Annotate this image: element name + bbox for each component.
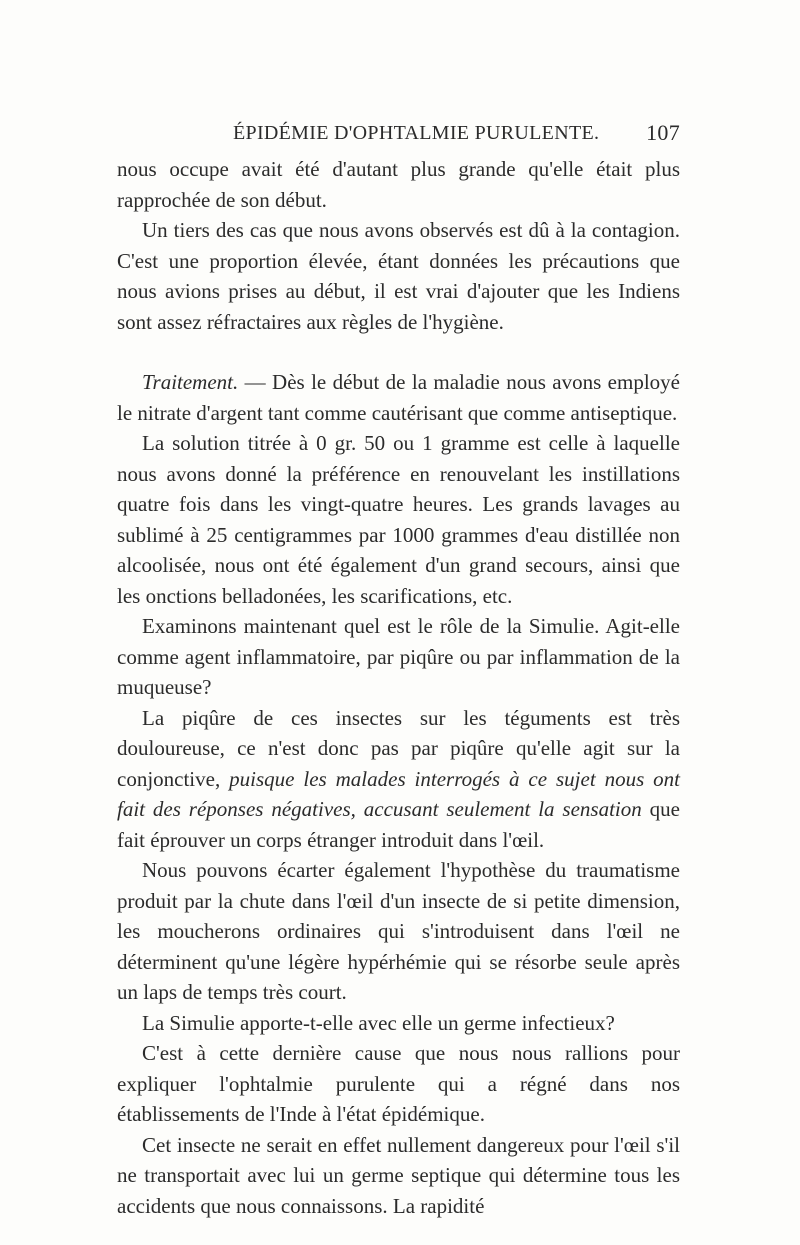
- paragraph-cause: C'est à cette dernière cause que nous nous rallions pour expliquer l'ophtalmie purulente qui a régné dans nos établissements de l'Inde à l'état épidémique.: [117, 1041, 680, 1126]
- running-title: ÉPIDÉMIE D'OPHTALMIE PURULENTE.: [233, 122, 600, 144]
- section-heading-traitement: Traitement.: [142, 370, 239, 394]
- paragraph-traumatisme: Nous pouvons écarter également l'hypothèse du traumatisme produit par la chute dans l'œil d'un insecte de si petite dimension, les moucherons ordinaires qui s'introduisent dans l'œil ne déterminent qu'une légère hypérhémie qui se résorbe seule après un laps de temps très court.: [117, 858, 680, 1004]
- page-header: [120, 118, 680, 146]
- paragraph-piqure-part1: La piqûre de ces insectes sur les téguments est très douloureuse, ce n'est donc pas par piqûre qu'elle agit sur la conjonctive,: [117, 705, 680, 791]
- paragraph-solution: La solution titrée à 0 gr. 50 ou 1 gramme est celle à laquelle nous avons donné la préférence en renouvelant les instillations quatre fois dans les vingt-quatre heures. Les grands lavages au sublimé à 25 centigrammes par 1000 grammes d'eau distillée non alcoolisée, nous ont été également d'un grand secours, ainsi que les onctions belladonées, les scarifications, etc.: [117, 431, 680, 608]
- paragraph-contagion: Un tiers des cas que nous avons observés est dû à la contagion. C'est une proportion élevée, étant données les précautions que nous avions prises au début, il est vrai d'ajouter que les Indiens sont assez réfractaires aux règles de l'hygiène.: [117, 218, 680, 334]
- paragraph-piqure-italic: puisque les malades interrogés à ce sujet nous ont fait des réponses négatives, accusant seulement la sensation: [117, 766, 680, 821]
- body-text: [117, 154, 680, 1221]
- paragraph-piqure-part3: que fait éprouver un corps étranger introduit dans l'œil.: [117, 797, 680, 852]
- paragraph-traitement-text: — Dès le début de la maladie nous avons employé le nitrate d'argent tant comme cautérisant que comme antiseptique.: [117, 370, 680, 425]
- paragraph-simulie-role: Examinons maintenant quel est le rôle de la Simulie. Agit-elle comme agent inflammatoire, par piqûre ou par inflammation de la muqueuse?: [117, 614, 680, 699]
- page-number: 107: [646, 120, 680, 145]
- paragraph-continuation: nous occupe avait été d'autant plus grande qu'elle était plus rapprochée de son début.: [117, 157, 680, 212]
- paragraph-germe-question: La Simulie apporte-t-elle avec elle un germe infectieux?: [142, 1010, 615, 1035]
- paragraph-piqure: [117, 703, 680, 856]
- paragraph-insecte: Cet insecte ne serait en effet nullement dangereux pour l'œil s'il ne transportait avec lui un germe septique qui détermine tous les accidents que nous connaissons. La rapidité: [117, 1132, 680, 1218]
- paragraph-traitement: [117, 367, 680, 428]
